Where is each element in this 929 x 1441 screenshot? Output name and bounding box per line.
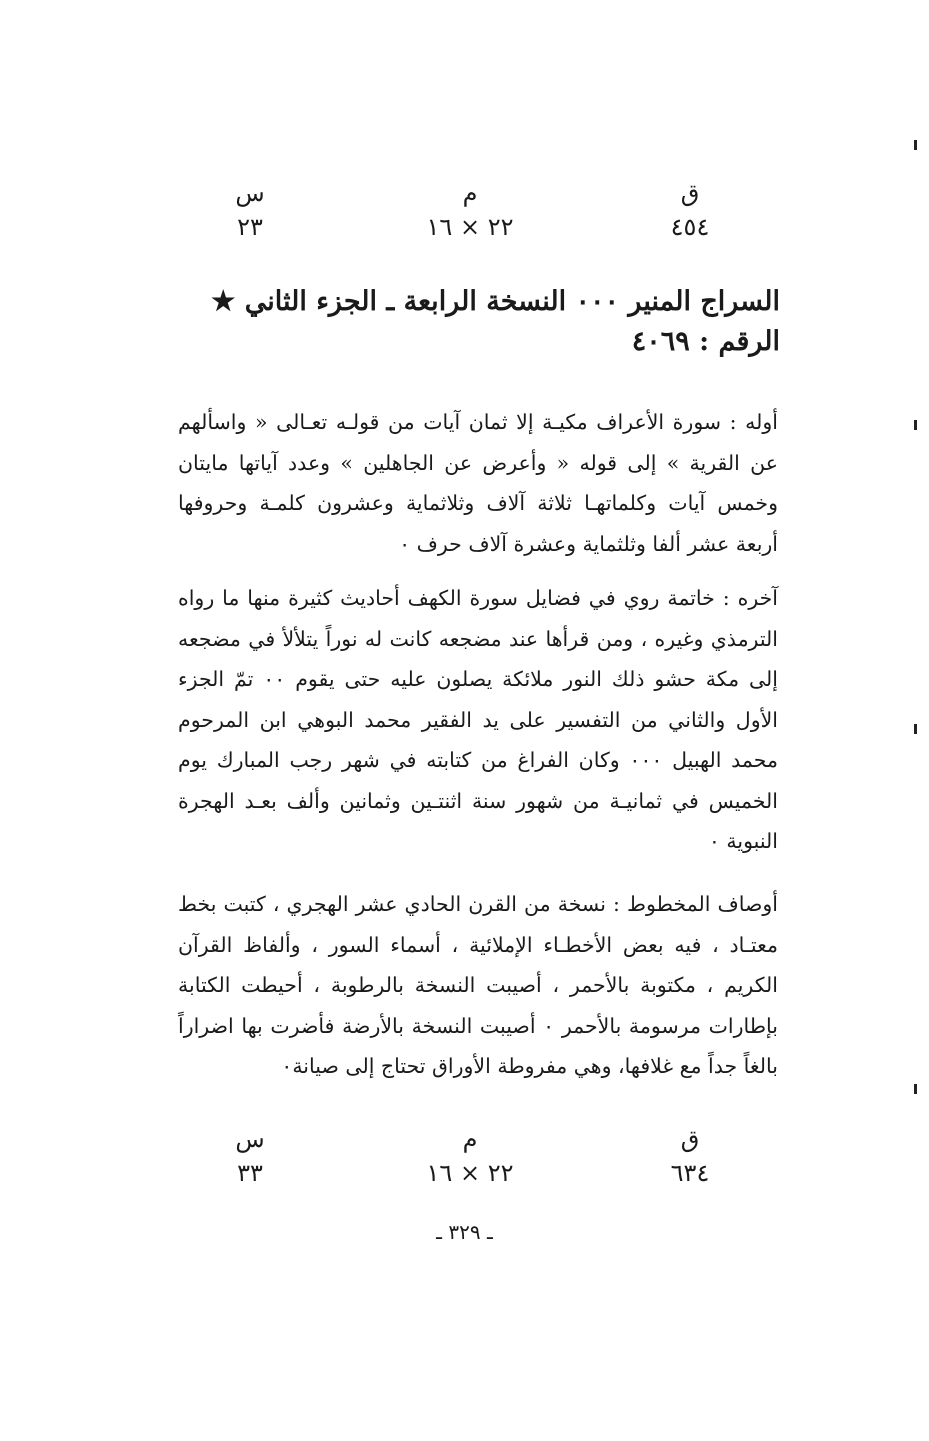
page-number: ـ ٣٢٩ ـ: [436, 1220, 493, 1244]
meta-value-lines: ٣٣: [237, 1159, 263, 1187]
bottom-meta-table: [180, 1122, 760, 1190]
scan-edge-mark: [914, 1084, 917, 1094]
entry-number: الرقم : ٤٠٦٩: [631, 326, 780, 357]
scan-edge-mark: [914, 420, 917, 430]
meta-header-mim: م: [462, 179, 478, 207]
meta-value-row: [180, 1156, 760, 1190]
entry-heading: [180, 282, 780, 362]
paragraph-ending: آخره : خاتمة روي في فضايل سورة الكهف أحاديث كثيرة منها ما رواه الترمذي وغيره ، ومن قرأها عند مضجعه كانت له نوراً يتلألأ في مضجعه إلى مكة حشو ذلك النور ملائكة يصلون عليه حتى يقوم ٠٠ تمّ الجزء الأول والثاني من التفسير على يد الفقير محمد البوهي ابن المرحوم محمد الهبيل ٠٠٠ وكان الفراغ من كتابته في شهر رجب المبارك يوم الخميس في ثمانيـة من شهور سنة اثنتـين وثمانين وألف بعـد الهجرة النبوية ٠: [178, 586, 778, 853]
scan-edge-mark: [914, 724, 917, 734]
paragraph-description: أوصاف المخطوط : نسخة من القرن الحادي عشر الهجري ، كتبت بخط معتـاد ، فيه بعض الأخطـاء الإملائية ، أسماء السور ، وألفاظ القرآن الكريم ، مكتوبة بالأحمر ، أصيبت النسخة بالرطوبة ، أحيطت الكتابة بإطارات مرسومة بالأحمر ٠ أصيبت النسخة بالأرضة فأضرت بها اضراراً بالغاً جداً مع غلافها، وهي مفروطة الأوراق تحتاج إلى صيانة٠: [178, 892, 779, 1078]
meta-header-qaf: ق: [680, 1125, 700, 1153]
meta-value-lines: ٢٣: [237, 213, 263, 241]
meta-header-sin: س: [235, 179, 265, 207]
entry-title: السراج المنير ٠٠٠ النسخة الرابعة ـ الجزء الثاني ★: [211, 286, 780, 317]
meta-value-pages: ٤٥٤: [670, 213, 710, 241]
meta-value-pages: ٦٣٤: [670, 1159, 710, 1187]
meta-value-size: ٢٢ × ١٦: [426, 213, 514, 241]
top-meta-table: [180, 176, 760, 244]
meta-value-size: ٢٢ × ١٦: [426, 1159, 514, 1187]
meta-header-row: [180, 1122, 760, 1156]
meta-header-row: [180, 176, 760, 210]
meta-header-mim: م: [462, 1125, 478, 1153]
paragraph-beginning: أوله : سورة الأعراف مكيـة إلا ثمان آيات من قولـه تعـالى « واسألهم عن القرية » إلى قوله « وأعرض عن الجاهلين » وعدد آياتها مايتان وخمس آيات وكلماتهـا ثلاثة آلاف وثلاثماية وعشرون كلمـة وحروفها أربعة عشر ألفا وثلثماية وعشرة آلاف حرف ٠: [178, 410, 778, 556]
scan-edge-mark: [914, 140, 917, 150]
meta-header-sin: س: [235, 1125, 265, 1153]
meta-header-qaf: ق: [680, 179, 700, 207]
meta-value-row: [180, 210, 760, 244]
